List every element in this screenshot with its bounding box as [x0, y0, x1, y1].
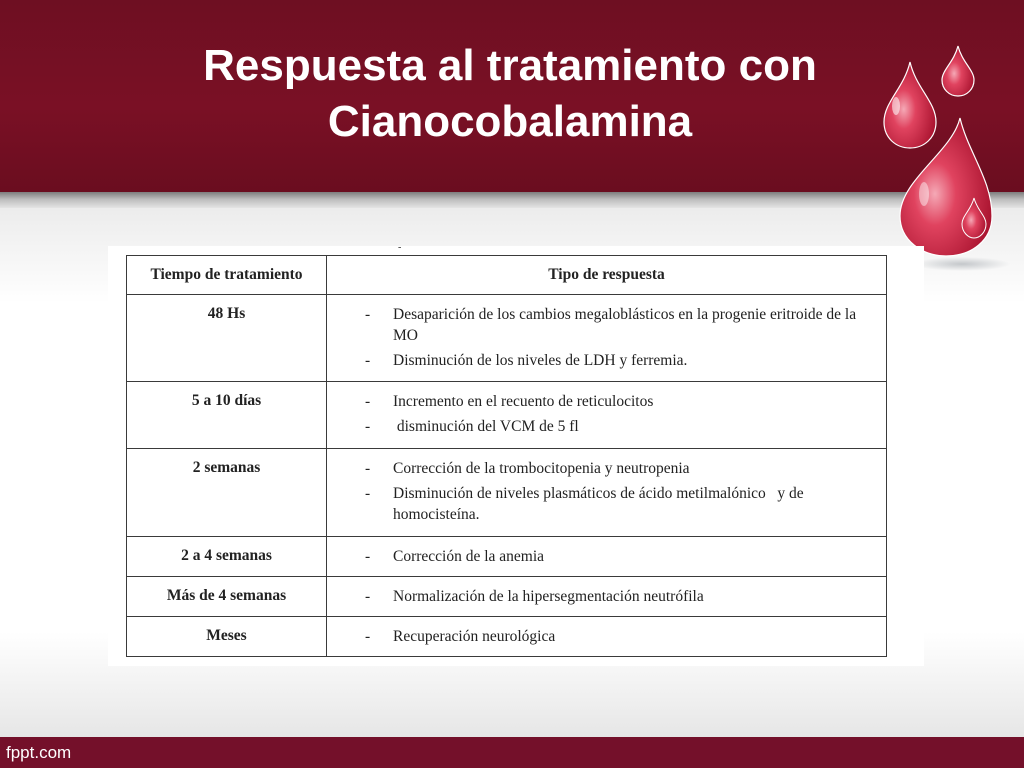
response-cell — [327, 577, 887, 617]
period-cell: Meses — [127, 617, 327, 657]
blood-drop-small-top — [942, 46, 974, 96]
period-cell: 48 Hs — [127, 295, 327, 382]
period-cell: Más de 4 semanas — [127, 577, 327, 617]
stray-mark: - — [398, 242, 402, 253]
response-cell — [327, 617, 887, 657]
blood-drop-medium — [884, 62, 936, 148]
table-row — [127, 537, 887, 577]
response-item: - Corrección de la anemia — [365, 548, 545, 565]
period-cell: 2 semanas — [127, 449, 327, 537]
table-row — [127, 382, 887, 449]
response-item: - Corrección de la trombocitopenia y neutropenia — [365, 460, 690, 477]
response-text: Disminución de niveles plasmáticos de ácido metilmalónico y de homocisteína. — [393, 485, 808, 523]
period-cell: 5 a 10 días — [127, 382, 327, 449]
title-line-2: Cianocobalamina — [327, 97, 693, 146]
response-item: - Disminución de niveles plasmáticos de ácido metilmalónico y de homocisteína. — [365, 485, 808, 523]
response-item: - Disminución de los niveles de LDH y ferremia. — [365, 352, 688, 369]
response-item: - Desaparición de los cambios megaloblásticos en la progenie eritroide de la MO — [365, 306, 857, 344]
response-text: Disminución de los niveles de LDH y ferremia. — [393, 352, 688, 369]
response-text: Normalización de la hipersegmentación neutrófila — [393, 588, 704, 605]
title-line-1: Respuesta al tratamiento con — [203, 41, 817, 90]
response-text: Corrección de la trombocitopenia y neutropenia — [393, 460, 690, 477]
table-row — [127, 577, 887, 617]
drop-shadow — [914, 257, 1010, 271]
footer-band — [0, 737, 1024, 768]
slide-title — [110, 38, 910, 150]
response-text: Recuperación neurológica — [393, 628, 556, 645]
response-cell — [327, 295, 887, 382]
response-text: disminución del VCM de 5 fl — [393, 418, 579, 435]
response-text: Corrección de la anemia — [393, 548, 545, 565]
response-text: Desaparición de los cambios megaloblásticos en la progenie eritroide de la MO — [393, 306, 857, 344]
table-header-row — [127, 256, 887, 295]
table-row — [127, 449, 887, 537]
footer-brand: fppt.com — [6, 743, 72, 762]
header-tipo: Tipo de respuesta — [327, 256, 887, 295]
response-text: Incremento en el recuento de reticulocitos — [393, 393, 654, 410]
table-panel — [108, 242, 924, 666]
response-item: - disminución del VCM de 5 fl — [365, 418, 579, 435]
response-cell — [327, 537, 887, 577]
table-row — [127, 295, 887, 382]
response-table — [126, 255, 887, 657]
response-cell — [327, 449, 887, 537]
response-item: - Normalización de la hipersegmentación neutrófila — [365, 588, 704, 605]
header-shadow — [0, 192, 1024, 208]
response-item: - Incremento en el recuento de reticulocitos — [365, 393, 654, 410]
table-row — [127, 617, 887, 657]
drop-highlight — [919, 182, 929, 206]
drop-highlight — [892, 97, 900, 115]
blood-drops-decoration — [876, 40, 1024, 280]
response-cell — [327, 382, 887, 449]
response-item: - Recuperación neurológica — [365, 628, 556, 645]
header-tiempo: Tiempo de tratamiento — [127, 256, 327, 295]
period-cell: 2 a 4 semanas — [127, 537, 327, 577]
